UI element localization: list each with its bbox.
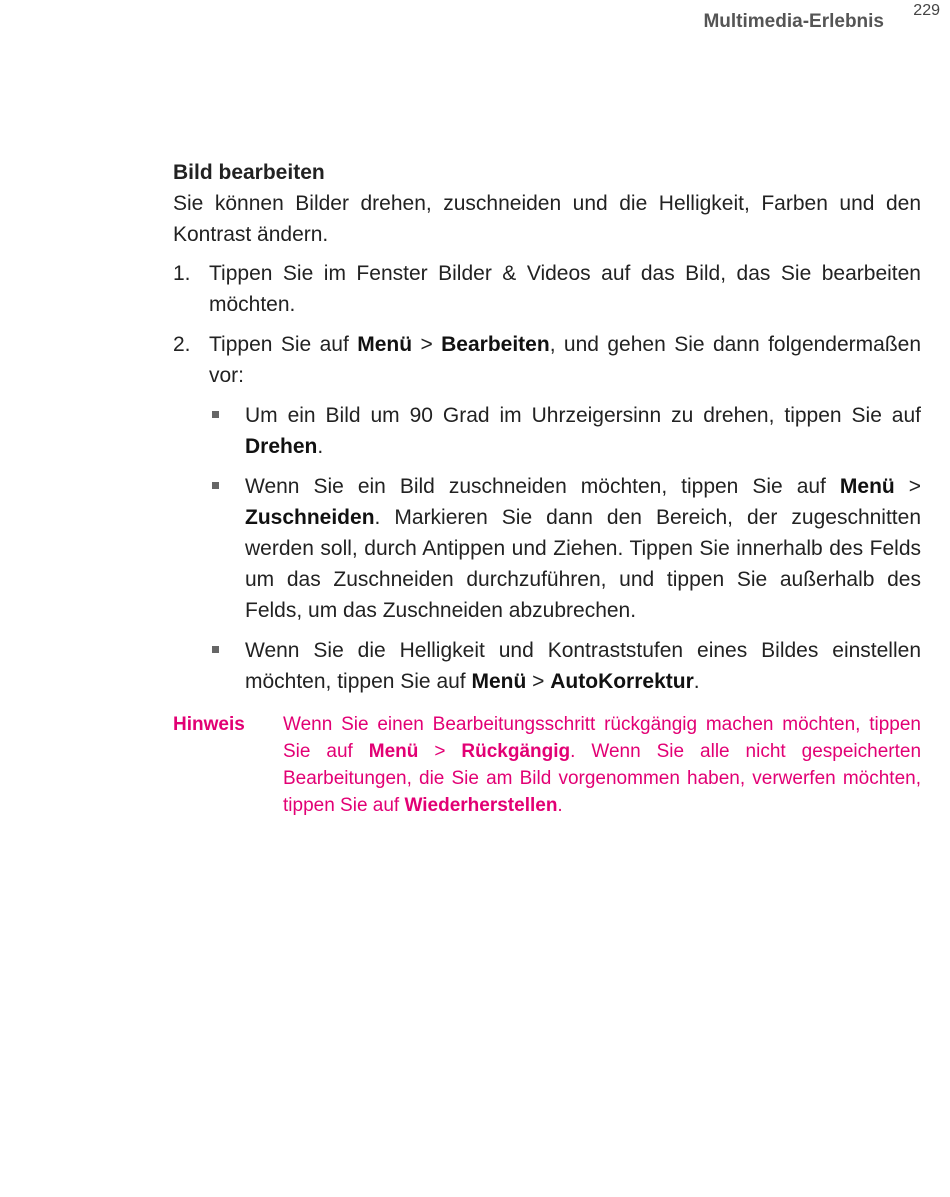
menu-term: Menü [839, 475, 895, 498]
bullet-list [209, 400, 921, 697]
step-item [173, 258, 921, 320]
section-title: Bild bearbeiten [173, 161, 325, 184]
steps-list [173, 258, 921, 697]
step-text: Tippen Sie im Fenster Bilder & Videos auf das Bild, das Sie bearbeiten möchten. [209, 262, 921, 316]
separator: > [418, 741, 462, 762]
note-text-part: . [557, 795, 563, 816]
square-bullet-icon [212, 646, 219, 653]
bullet-text: . [317, 435, 324, 458]
note-label: Hinweis [173, 714, 245, 735]
note-text [283, 711, 921, 819]
separator: > [894, 475, 921, 498]
separator: > [412, 333, 442, 356]
intro-paragraph: Sie können Bilder drehen, zuschneiden und die Helligkeit, Farben und den Kontrast ändern. [173, 192, 921, 246]
square-bullet-icon [212, 411, 219, 418]
bullet-text: . [693, 670, 700, 693]
menu-term: Rückgängig [461, 741, 571, 762]
bullet-item [209, 400, 921, 462]
menu-term: Zuschneiden [245, 506, 375, 529]
menu-term: Wiederherstellen [404, 795, 558, 816]
bullet-item [209, 471, 921, 626]
note-text-part: . Wenn Sie alle nicht gespeicherten Bearbeitungen, die Sie am Bild vorgenommen haben, verwerfen möchten, tippen Sie auf [283, 741, 922, 816]
menu-term: Menü [471, 670, 527, 693]
menu-term: Menü [357, 333, 413, 356]
bullet-text: . Markieren Sie dann den Bereich, der zugeschnitten werden soll, durch Antippen und Ziehen. Tippen Sie innerhalb des Felds um das Zuschneiden durchzuführen, und tippen Sie außerhalb des Felds, um das Zuschneiden abzubrechen. [245, 506, 921, 622]
main-content [173, 157, 921, 819]
menu-term: AutoKorrektur [550, 670, 694, 693]
step-item [173, 329, 921, 697]
step-text: Tippen Sie auf [209, 333, 358, 356]
separator: > [526, 670, 551, 693]
page-number: 229 [913, 2, 940, 19]
step-number: 1. [173, 262, 191, 285]
bullet-item [209, 635, 921, 697]
chapter-title: Multimedia-Erlebnis [703, 11, 884, 32]
step-number: 2. [173, 333, 191, 356]
menu-term: Bearbeiten [441, 333, 550, 356]
note-text-part: Wenn Sie einen Bearbeitungsschritt rückgängig machen möchten, tippen Sie auf [283, 714, 921, 762]
square-bullet-icon [212, 482, 219, 489]
bullet-text: Wenn Sie die Helligkeit und Kontraststufen eines Bildes einstellen möchten, tippen Sie auf [245, 639, 921, 693]
note-box [173, 711, 921, 819]
bullet-text: Wenn Sie ein Bild zuschneiden möchten, tippen Sie auf [245, 475, 840, 498]
step-text: , und gehen Sie dann folgendermaßen vor: [209, 333, 922, 387]
bullet-text: Um ein Bild um 90 Grad im Uhrzeigersinn zu drehen, tippen Sie auf [245, 404, 921, 427]
menu-term: Drehen [245, 435, 318, 458]
menu-term: Menü [368, 741, 419, 762]
